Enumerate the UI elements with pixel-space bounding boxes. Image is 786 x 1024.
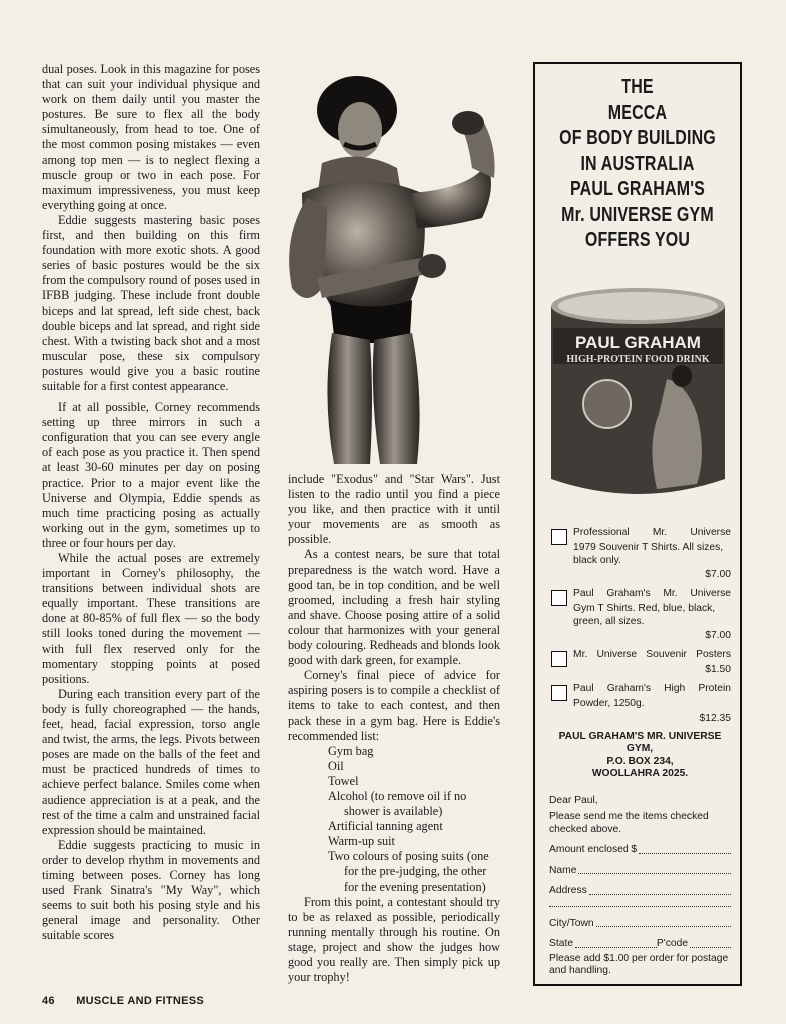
can-brand-text: PAUL GRAHAM xyxy=(575,333,701,352)
ad-headline-line: IN AUSTRALIA xyxy=(580,151,695,175)
city-field[interactable] xyxy=(549,918,731,931)
amount-field[interactable] xyxy=(549,844,731,857)
magazine-name: MUSCLE AND FITNESS xyxy=(76,995,205,1007)
amount-label: Amount enclosed $ xyxy=(549,844,638,855)
order-item xyxy=(549,682,731,725)
checklist xyxy=(288,744,500,895)
order-item-desc: 1979 Souvenir T Shirts. All sizes, black only. xyxy=(573,542,724,566)
name-label: Name xyxy=(549,864,577,876)
article-paragraph: During each transition every part of the body is fully choreographed — the hands, feet, head, facial expression, torso angle and twist, the arms, the legs. Pivots between poses are made on the balls of the feet and must be practiced hundreds of times to achieve perfect balance. Smiles come when audience appreciation is at a peak, and the rest of the time a calm and unstrained facial expression should be maintained. xyxy=(42,686,260,837)
can-product-text: HIGH-PROTEIN FOOD DRINK xyxy=(566,354,710,365)
order-checkbox[interactable] xyxy=(551,590,567,606)
mailing-address xyxy=(549,731,731,781)
checklist-item: Alcohol (to remove oil if no shower is available) xyxy=(328,788,467,819)
article-column-2 xyxy=(288,472,500,985)
article-paragraph: While the actual poses are extremely important in Corney's philosophy, the transitions between individual shots are equally important. These transitions are done at 80-85% of full flex — so the body still looks toned during the movement — with full flex reserved only for the momentary stopping points at posed positions. xyxy=(42,551,260,686)
address-field-line-2[interactable] xyxy=(549,906,731,910)
order-item xyxy=(549,526,731,581)
checklist-item: Two colours of posing suits (one for the pre-judging, the other for the evening presentation) xyxy=(328,849,489,894)
ad-headline-line: OF BODY BUILDING xyxy=(559,126,716,149)
order-item-title: Professional Mr. Universe xyxy=(573,527,731,538)
order-item-desc: Powder, 1250g. xyxy=(573,698,645,709)
address-line: P.O. BOX 234, xyxy=(606,755,674,767)
pcode-label: P'code xyxy=(656,938,689,949)
coupon-fields xyxy=(549,795,731,978)
address-field[interactable] xyxy=(549,885,731,898)
city-label: City/Town xyxy=(549,917,594,929)
order-item-title: Mr. Universe Souvenir Posters xyxy=(573,649,731,660)
checklist-item: Warm-up suit xyxy=(328,834,395,849)
order-item xyxy=(549,648,731,676)
name-field[interactable] xyxy=(549,865,731,878)
order-item-title: Paul Graham's High Protein xyxy=(573,683,731,694)
address-line: PAUL GRAHAM'S MR. UNIVERSE xyxy=(558,730,722,742)
article-paragraph: include "Exodus" and "Star Wars". Just listen to the radio until you find a piece you like, and then practice with it until your movements are as smooth as possible. xyxy=(288,472,500,547)
checklist-item: Artificial tanning agent xyxy=(328,819,443,834)
article-paragraph: From this point, a contestant should try to be as relaxed as possible, periodically running mentally through his routine. On stage, project and show the judges how good you really are. Then simply pick up your trophy! xyxy=(288,894,500,985)
protein-can-image xyxy=(547,284,729,502)
article-column-1 xyxy=(42,62,260,943)
article-paragraph: dual poses. Look in this magazine for poses that can suit your individual physique and work on them daily until you master the postures. Be sure to flex all the body simultaneously, from head to toe. One of the most common posing mistakes — even among top men — is to neglect flexing a muscle group or two in each pose. For maximum impressiveness, you must keep everything going at once. xyxy=(42,62,260,212)
checklist-item: Towel xyxy=(328,773,359,788)
order-checkbox[interactable] xyxy=(551,685,567,701)
checklist-item: Gym bag xyxy=(328,743,374,758)
address-label: Address xyxy=(549,885,587,896)
order-item-price: $7.00 xyxy=(705,569,731,580)
address-line: GYM, xyxy=(626,743,654,754)
request-text: Please send me the items checked checked above. xyxy=(549,811,709,835)
ad-headline-line: OFFERS YOU xyxy=(584,228,691,251)
order-item-title: Paul Graham's Mr. Universe xyxy=(573,588,731,599)
address-line: WOOLLAHRA 2025. xyxy=(591,768,689,779)
gym-advertisement xyxy=(533,62,742,986)
checklist-item: Oil xyxy=(328,758,344,773)
bodybuilder-photo xyxy=(272,68,522,464)
article-paragraph: Eddie suggests practicing to music in order to develop rhythm in movements and timing between poses. Corney has long used Frank Sinatra's "My Way", which seems to suit both his posing style and his general image and personality. Other suitable scores xyxy=(42,837,260,943)
ad-headline xyxy=(558,74,718,253)
ad-headline-line: THE xyxy=(621,75,654,98)
ad-headline-line: PAUL GRAHAM'S xyxy=(570,177,705,200)
order-item-price: $7.00 xyxy=(705,630,731,641)
page-number: 46 xyxy=(42,995,55,1007)
article-paragraph: Corney's final piece of advice for aspiring posers is to compile a checklist of items to take to each contest, and then pack these in a gym bag. Here is Eddie's recommended list: xyxy=(288,668,500,743)
state-label: State xyxy=(549,938,574,949)
order-form xyxy=(549,526,731,978)
order-checkbox[interactable] xyxy=(551,651,567,667)
order-item xyxy=(549,587,731,642)
order-item-price: $12.35 xyxy=(699,712,731,724)
ad-headline-line: Mr. UNIVERSE GYM xyxy=(561,202,714,226)
order-item-price: $1.50 xyxy=(705,664,731,675)
article-paragraph: Eddie suggests mastering basic poses first, and then building on this firm foundation with more exotic shots. A good series of basic postures would be the six from the compulsory round of poses used in IFBB judging. These include front double biceps and lat spread, left side chest, back double biceps and lat spread, and right side chest. With a twisting back shot and a most muscular pose, these six compulsory postures would give you a basic routine suitable for a first contest appearance. xyxy=(42,212,260,393)
ad-headline-line: MECCA xyxy=(607,100,668,124)
salutation: Dear Paul, xyxy=(549,794,598,806)
page-footer xyxy=(42,995,222,1007)
order-item-desc: Gym T Shirts. Red, blue, black, green, all sizes. xyxy=(573,603,716,627)
article-paragraph: As a contest nears, be sure that total preparedness is the watch word. Have a good tan, be in top condition, and be well groomed, including a fresh hair styling and shave. Choose posing attire of a solid colour that harmonizes with your general body colouring. Redheads and blonds look good with dark green, for example. xyxy=(288,547,500,668)
order-checkbox[interactable] xyxy=(551,529,567,545)
postage-note: Please add $1.00 per order for postage and handling. xyxy=(549,952,729,976)
article-paragraph: If at all possible, Corney recommends setting up three mirrors in such a configuration that you can see every angle of each pose as you practice it. Then spend at least 30-60 minutes per day on posing practice. Prior to a major event like the Universe and Olympia, Eddie spends as much time practicing posing as actually working out in the gym, sometimes up to three or four hours per day. xyxy=(42,400,260,550)
state-pcode-field[interactable] xyxy=(549,938,731,951)
